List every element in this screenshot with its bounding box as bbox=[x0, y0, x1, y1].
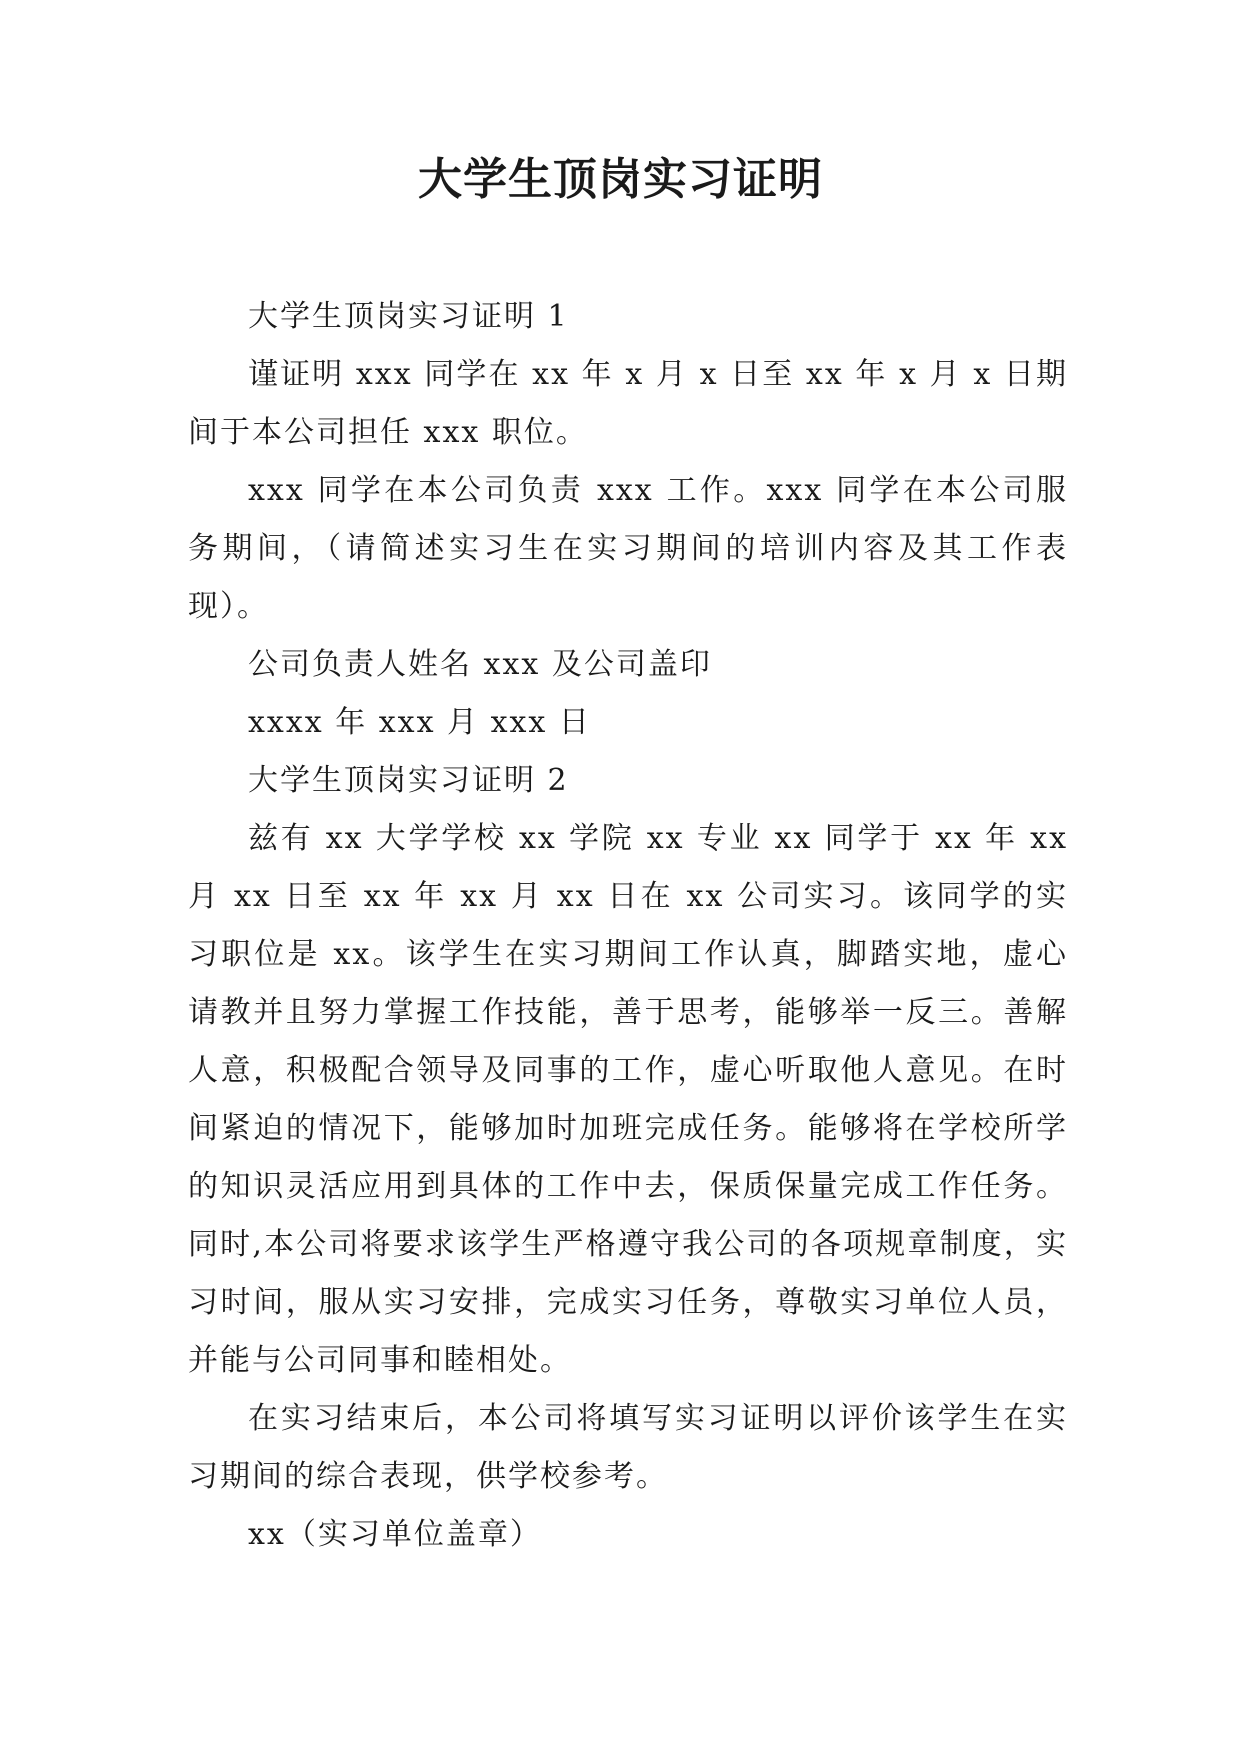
section-heading-2: 大学生顶岗实习证明 2 bbox=[248, 763, 569, 798]
seal-line: xx（实习单位盖章） bbox=[248, 1517, 542, 1552]
section-heading-1: 大学生顶岗实习证明 1 bbox=[248, 299, 569, 334]
signatory-line: 公司负责人姓名 xxx 及公司盖印 bbox=[248, 647, 712, 682]
document-title: 大学生顶岗实习证明 bbox=[418, 154, 823, 205]
document-body bbox=[188, 288, 1068, 1564]
paragraph-responsibilities: xxx 同学在本公司负责 xxx 工作。xxx 同学在本公司服务期间，（请简述实习生在实习期间的培训内容及其工作表现）。 bbox=[188, 473, 1068, 624]
paragraph-certification: 谨证明 xxx 同学在 xx 年 x 月 x 日至 xx 年 x 月 x 日期间于本公司担任 xxx 职位。 bbox=[188, 357, 1068, 450]
paragraph-evaluation: 兹有 xx 大学学校 xx 学院 xx 专业 xx 同学于 xx 年 xx 月 xx 日至 xx 年 xx 月 xx 日在 xx 公司实习。该同学的实习职位是 xx。该学生在实习期间工作认真，脚踏实地，虚心请教并且努力掌握工作技能，善于思考，能够举一反三。善解人意，积极配合领导及同事的工作，虚心听取他人意见。在时间紧迫的情况下，能够加时加班完成任务。能够将在学校所学的知识灵活应用到具体的工作中去，保质保量完成工作任务。同时,本公司将要求该学生严格遵守我公司的各项规章制度，实习时间，服从实习安排，完成实习任务，尊敬实习单位人员，并能与公司同事和睦相处。 bbox=[188, 821, 1068, 1378]
date-line: xxxx 年 xxx 月 xxx 日 bbox=[248, 705, 591, 740]
paragraph-conclusion: 在实习结束后，本公司将填写实习证明以评价该学生在实习期间的综合表现，供学校参考。 bbox=[188, 1401, 1068, 1494]
